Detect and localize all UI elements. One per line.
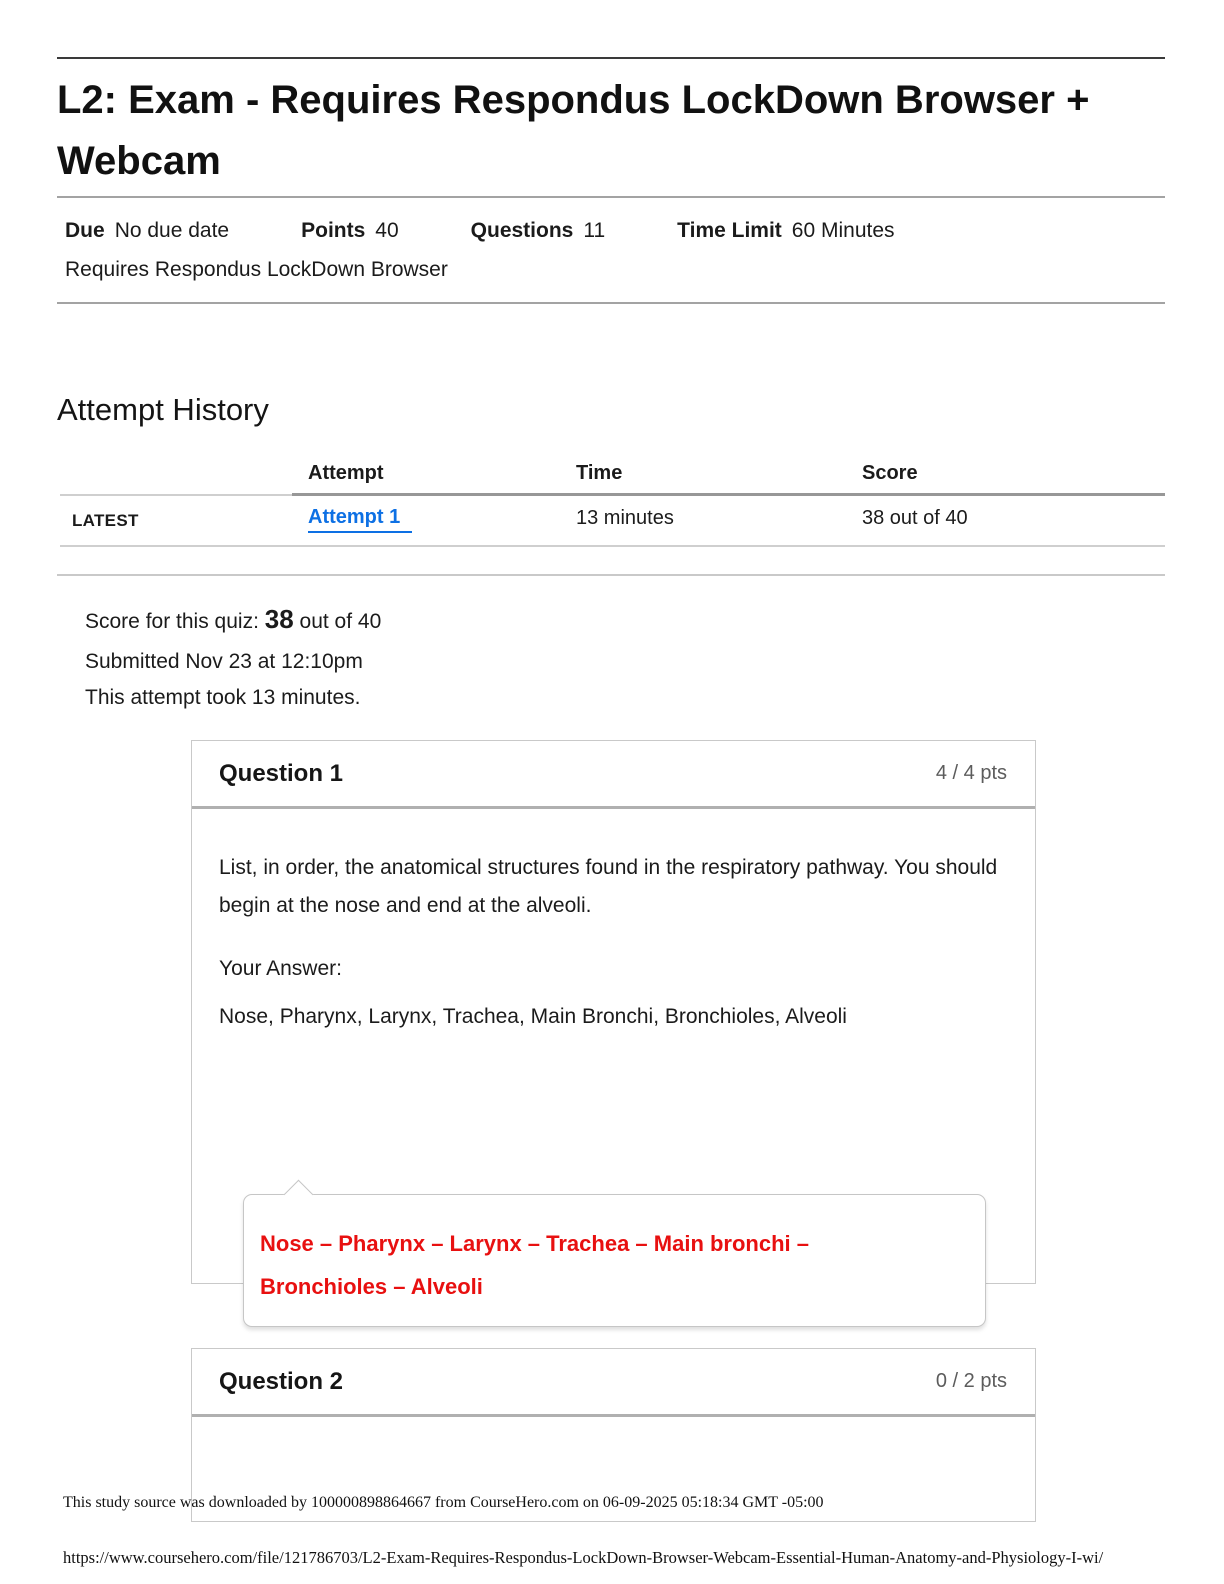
attempt-history-heading: Attempt History xyxy=(57,392,269,427)
correct-answer-text: Nose – Pharynx – Larynx – Trachea – Main bronchi – Bronchioles – Alveoli xyxy=(260,1231,810,1299)
table-row-divider xyxy=(60,545,1165,547)
due-label: Due xyxy=(65,219,105,242)
column-header-attempt: Attempt xyxy=(308,462,384,484)
meta-questions xyxy=(471,219,606,243)
question-2-points-badge: 0 / 2 pts xyxy=(935,1370,1007,1392)
score-prefix: Score for this quiz: xyxy=(85,610,259,633)
score-suffix: out of 40 xyxy=(299,610,382,633)
column-header-score: Score xyxy=(862,462,918,484)
time-limit-label: Time Limit xyxy=(677,219,782,242)
meta-time-limit xyxy=(677,219,894,243)
lockdown-requirement-note: Requires Respondus LockDown Browser xyxy=(65,258,448,281)
quiz-score-line xyxy=(85,604,381,635)
column-header-time: Time xyxy=(576,462,623,484)
meta-points xyxy=(301,219,399,243)
question-1-title: Question 1 xyxy=(219,759,344,787)
page-title: L2: Exam - Requires Respondus LockDown Browser + Webcam xyxy=(57,78,1090,183)
question-1-points-badge: 4 / 4 pts xyxy=(935,762,1007,784)
your-answer-text: Nose, Pharynx, Larynx, Trachea, Main Bronchi, Bronchioles, Alveoli xyxy=(219,1005,847,1028)
points-label: Points xyxy=(301,219,366,242)
table-header-divider xyxy=(292,493,1165,496)
time-limit-value: 60 Minutes xyxy=(791,219,895,242)
questions-label: Questions xyxy=(470,219,574,242)
question-2-title: Question 2 xyxy=(219,1367,344,1395)
score-value: 38 xyxy=(264,604,294,634)
table-bottom-divider xyxy=(57,574,1165,576)
question-1-body xyxy=(192,809,1035,1299)
due-value: No due date xyxy=(114,219,230,242)
correct-answer-callout xyxy=(243,1194,986,1327)
questions-value: 11 xyxy=(583,219,606,242)
points-value: 40 xyxy=(375,219,399,242)
quiz-meta xyxy=(65,219,895,243)
attempt-time-value: 13 minutes xyxy=(576,507,674,529)
coursehero-download-notice: This study source was downloaded by 100000898864667 from CourseHero.com on 06-09-2025 05:18:34 GMT -05:00 xyxy=(63,1494,824,1511)
header-divider xyxy=(57,196,1165,198)
latest-badge: LATEST xyxy=(72,511,139,530)
question-1-header xyxy=(192,741,1035,809)
attempt-duration-line: This attempt took 13 minutes. xyxy=(85,686,361,709)
submitted-line: Submitted Nov 23 at 12:10pm xyxy=(85,650,363,673)
attempt-score-value: 38 out of 40 xyxy=(862,507,968,529)
attempt-1-link[interactable]: Attempt 1 xyxy=(308,506,412,533)
callout-arrow-icon xyxy=(284,1180,314,1210)
coursehero-source-url: https://www.coursehero.com/file/121786703/L2-Exam-Requires-Respondus-LockDown-Browser-Webcam-Essential-Human-Anatomy-and-Physiology-I-wi/ xyxy=(63,1548,1104,1567)
question-1-card xyxy=(191,740,1036,1299)
question-1-prompt: List, in order, the anatomical structures found in the respiratory pathway. You should begin at the nose and end at the alveoli. xyxy=(219,856,998,917)
question-2-header xyxy=(192,1349,1035,1417)
meta-bottom-divider xyxy=(57,302,1165,304)
table-header-divider-left xyxy=(60,494,292,496)
your-answer-label: Your Answer: xyxy=(219,957,342,980)
question-2-body xyxy=(192,1417,1035,1457)
top-divider xyxy=(57,57,1165,59)
meta-due xyxy=(65,219,229,243)
